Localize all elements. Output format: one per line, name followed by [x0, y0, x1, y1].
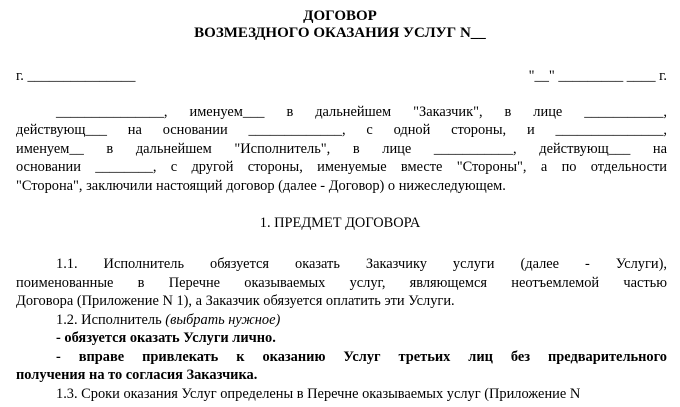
clause-1-2-note: (выбрать нужное) [165, 312, 281, 328]
clause-1-2-text: 1.2. Исполнитель [56, 312, 166, 328]
preamble-line: действующ___ на основании _____________, с одной стороны, и _______________, [16, 122, 667, 138]
clause-1-2 [56, 311, 667, 329]
preamble-line: именуем__ в дальнейшем "Исполнитель", в лице ___________, действующ___ на [16, 141, 667, 157]
option-third-parties: - вправе привлекать к оказанию Услуг третьих лиц без предварительного [56, 349, 667, 365]
clause-1-3: 1.3. Сроки оказания Услуг определены в Перечне оказываемых услуг (Приложение N [56, 386, 581, 402]
option-personal: - обязуется оказать Услуги лично. [56, 330, 276, 346]
clause-line: 1.1. Исполнитель обязуется оказать Заказчику услуги (далее - Услуги), [56, 256, 667, 272]
option-third-parties-cont: получения на то согласия Заказчика. [16, 367, 258, 383]
clause-line: поименованные в Перечне оказываемых услуг, являющемся неотъемлемой частью [16, 275, 667, 291]
preamble-line: _______________, именуем___ в дальнейшем "Заказчик", в лице ___________, [56, 104, 667, 120]
preamble-line: "Сторона", заключили настоящий договор (далее - Договор) о нижеследующем. [16, 178, 506, 194]
document-title: ДОГОВОР [303, 8, 377, 24]
document-subtitle: ВОЗМЕЗДНОГО ОКАЗАНИЯ УСЛУГ N__ [194, 25, 486, 41]
clause-line: Договора (Приложение N 1), а Заказчик обязуется оплатить эти Услуги. [16, 293, 455, 309]
section-heading: 1. ПРЕДМЕТ ДОГОВОРА [259, 215, 421, 231]
preamble-line: основании ________, с другой стороны, именуемые вместе "Стороны", а по отдельности [16, 159, 667, 175]
city-field: г. _______________ [16, 68, 136, 84]
date-field: "__" _________ ____ г. [528, 68, 667, 84]
